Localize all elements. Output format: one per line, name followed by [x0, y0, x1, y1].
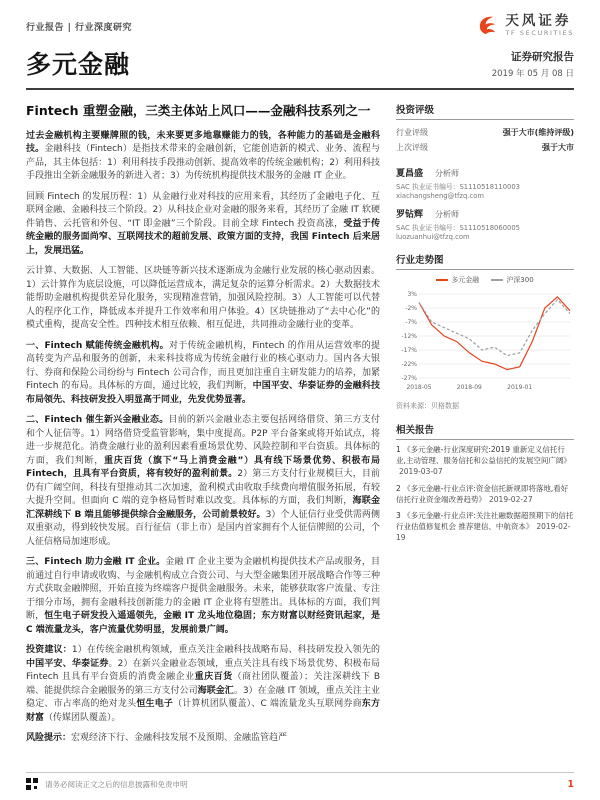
author: 罗钻辉 分析师 SAC 执业证书编号：S1110518060005 luozuanhui@tfzq.com	[396, 210, 520, 241]
rating-value: 强于大市(维持评级)	[502, 128, 574, 137]
brand-name: 天风证券	[505, 13, 572, 29]
paragraph: 三、Fintech 助力金融 IT 企业。金融 IT 企业主要为金融机构提供技术产品或服务，目前通过自行申请或收购、与金融机构成立合资公司、与大型金融集团开展战略合作等三种方式获取金融牌照，开始直接为终端客户提供金融服务。未来，能够获取客户流量、专注于细分市场，拥有金融科技创新能力的金融 IT 企业将有望胜出。具体标的方面，我们判断，恒生电子研发投入遥遥领先，金融 IT 龙头地位稳固；东方财富以财经资讯起家，是 C 端流量龙头，客户流量优势明显，发展前景广阔。	[26, 557, 380, 635]
report-category: 行业报告 | 行业深度研究	[26, 23, 133, 33]
top-bar	[26, 14, 574, 37]
related-report-link[interactable]: 2 《多元金融-行业点评:资金信托新规即将落地,看好信托行业资金端改善趋势》 2019-02-27	[396, 483, 569, 504]
svg-text:-17%: -17%	[401, 347, 417, 354]
svg-text:-2%: -2%	[405, 305, 417, 312]
paragraph: 风险提示：宏观经济下行、金融科技发展不及预期、金融监管趋严	[26, 733, 288, 744]
paragraph-list	[26, 130, 380, 746]
rating-value: 强于大市	[542, 143, 574, 152]
paragraph: 一、Fintech 赋能传统金融机构。对于传统金融机构，Fintech 的作用从运营效率的提高转变为产品和服务的创新，未来科技将成为传统金融行业的核心驱动力。国内各大银行、券商和保险公司纷纷与 Fintech 公司合作，而且更加注重自主研发能力的培养，加紧 Fintech 的布局。具体标的方面，通过比较，我们判断，中国平安、华泰证券的金融科技布局领先、科技研发投入明显高于同业，先发优势显著。	[26, 340, 380, 405]
rating-header: 投资评级	[396, 102, 574, 120]
brand-logo	[477, 14, 574, 37]
related-report-link[interactable]: 3 《多元金融-行业点评:关注社融数据超预期下的信托行业估值修复机会 推荐建信、中航资本》 2019-02-19	[396, 511, 574, 543]
rating-row	[396, 125, 574, 140]
svg-text:-12%: -12%	[401, 333, 417, 340]
paragraph: 过去金融机构主要赚牌照的钱，未来要更多地靠赚能力的钱，各种能力的基础是金融科技。金融科技（Fintech）是指技术带来的金融创新，它能创造新的模式、业务、流程与产品，其主体包括：1）利用科技手段推动创新、提高效率的传统金融机构；2）利用科技手段推出全新金融服务的新进入者；3）为传统机构提供技术服务的金融 IT 企业。	[26, 130, 380, 182]
report-date: 2019 年 05 月 08 日	[491, 69, 574, 79]
page-title: 多元金融	[26, 50, 131, 79]
svg-text:3%: 3%	[407, 291, 417, 298]
sidebar	[396, 102, 574, 753]
page-footer	[26, 772, 574, 790]
rating-label: 上次评级	[396, 143, 428, 152]
chart-legend	[396, 275, 574, 285]
author: 夏昌盛 分析师 SAC 执业证书编号：S1110518110003 xiachangsheng@tfzq.com	[396, 169, 520, 200]
brand-name-en: TF SECURITIES	[505, 28, 574, 37]
page-number: 1	[567, 778, 574, 790]
disclaimer-text: 请务必阅读正文之后的信息披露和免责申明	[45, 779, 188, 789]
paragraph: 云计算、大数据、人工智能、区块链等新兴技术逐渐成为金融行业发展的核心驱动因素。1）云计算作为底层设施，可以降低运营成本，满足复杂的运算分析需求。2）大数据技术能帮助金融机构提供差异化服务，实现精准营销，加强风险控制。3）人工智能可以代替人的程序化工作，降低成本并提升工作效率和用户体验。4）区块链推动了“去中心化”的模式重构，提高安全性。四种技术相互依赖、相互促进，共同推动金融行业的变革。	[26, 266, 380, 331]
svg-text:2018-05: 2018-05	[406, 384, 432, 391]
reports-header: 相关报告	[396, 422, 574, 440]
legend-item: 多元金融	[436, 275, 479, 285]
report-list	[396, 445, 574, 544]
main-column	[26, 102, 380, 753]
tf-logo-icon	[477, 14, 500, 37]
report-type: 证券研究报告	[511, 51, 574, 63]
paragraph: 投资建议：1）在传统金融机构领域，重点关注金融科技战略布局、科技研发投入领先的中国平安、华泰证券。2）在新兴金融业态领域，重点关注具有线下场景优势、积极布局 Fintech 且具有平台资质的消费金融企业重庆百货（商社团队覆盖）；关注深耕线下 B 端、能提供综合金融服务的第三方支付公司海联金汇。3）在金融 IT 领域，重点关注主业稳定、市占率高的绝对龙头恒生电子（计算机团队覆盖）、C 端流量龙头互联网券商东方财富（传媒团队覆盖）。	[26, 645, 380, 723]
paragraph: 二、Fintech 催生新兴金融业态。目前的新兴金融业态主要包括网络借贷、第三方支付和个人征信等。1）网络借贷受监管影响，集中度提高。P2P 平台备案或将开始试点，将进一步规范化。消费金融行业的盈利因素看重场景优势、风险控制和平台资质。具体标的方面，我们判断，重庆百货（旗下“马上消费金融”）具有线下场景优势、积极布局 Fintech，且具有平台资质，将有较好的盈利前景。2）第三方支付行业规模巨大，目前仍有广阔空间，科技有望推动其二次加速，盈利模式由收取手续费向增值服务拓展，有较大提升空间。但面向 C 端的竞争格局暂时难以改变。具体标的方面，我们判断，海联金汇深耕线下 B 端且能够提供综合金融服务，公司前景较好。3）个人征信行业受供需两侧双重驱动，得到较快发展。百行征信（非上市）是国内首家拥有个人征信牌照的公司，个人征信格局加速形成。	[26, 415, 380, 547]
author-list	[396, 166, 574, 241]
svg-text:-7%: -7%	[405, 319, 417, 326]
trend-header: 行业走势图	[396, 252, 574, 270]
rating-section	[396, 102, 574, 155]
trend-chart	[396, 286, 574, 394]
related-report-link[interactable]: 1 《多元金融-行业深度研究:2019 重新定义信托行业,主动管理、服务信托和公益信托的发展空间广阔》2019-03-07	[396, 445, 571, 476]
svg-text:-22%: -22%	[401, 361, 417, 368]
content-area	[26, 102, 574, 753]
reports-section	[396, 422, 574, 544]
svg-text:2018-09: 2018-09	[456, 384, 482, 391]
rating-row	[396, 140, 574, 155]
report-headline: Fintech 重塑金融，三类主体站上风口——金融科技系列之一	[26, 103, 371, 118]
authors-section	[396, 166, 574, 241]
chart-source: 资料来源：贝格数据	[396, 402, 459, 410]
paragraph: 回顾 Fintech 的发展历程：1）从金融行业对科技的应用来看，其经历了金融电子化、互联网金融、金融科技三个阶段。2）从科技企业对金融的服务来看，其经历了金融 IT 软硬件销售、云托管和外包、“IT 即金融”三个阶段。目前全球 Fintech 投资高涨，受益于传统金融的服务面尚窄、互联网技术的超前发展、政策方面的支持，我国 Fintech 后来居上，发展迅猛。	[26, 191, 380, 256]
svg-text:2019-01: 2019-01	[507, 384, 533, 391]
rating-label: 行业评级	[396, 128, 428, 137]
svg-text:-27%: -27%	[401, 375, 417, 382]
trend-section	[396, 252, 574, 411]
legend-item: 沪深300	[491, 275, 533, 285]
qr-icon	[26, 778, 38, 790]
title-block	[26, 45, 574, 90]
report-meta	[492, 49, 574, 81]
